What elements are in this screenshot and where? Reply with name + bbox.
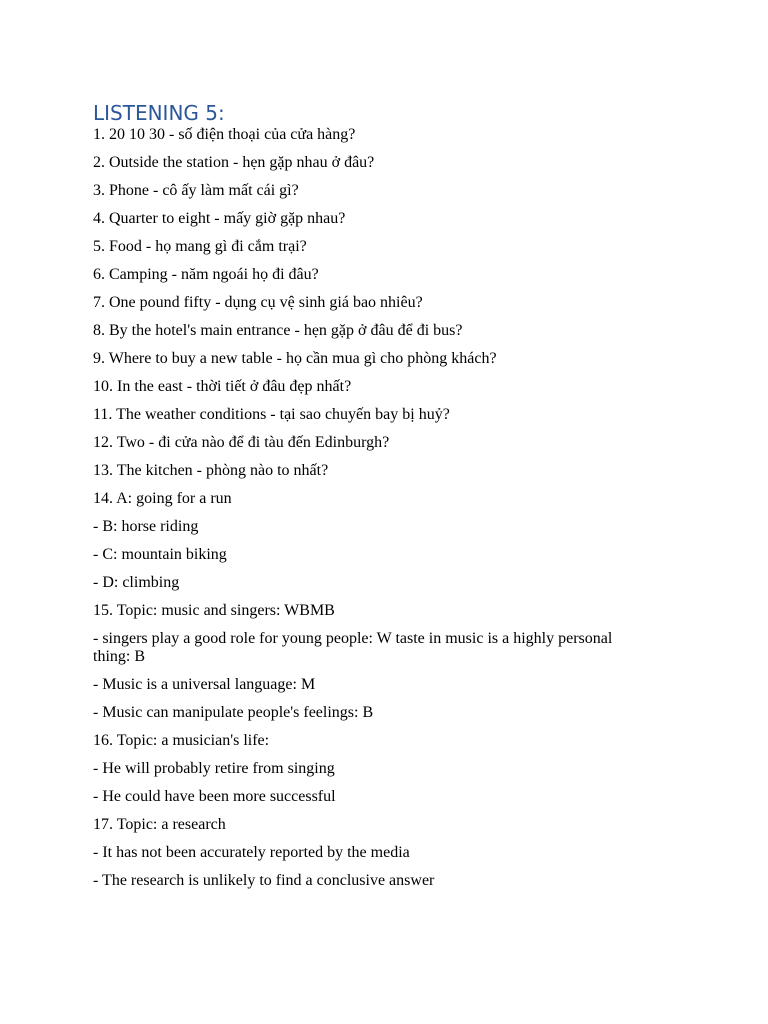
answer-line: - He will probably retire from singing bbox=[93, 760, 335, 777]
answer-line: 16. Topic: a musician's life: bbox=[93, 732, 270, 749]
answer-line: 6. Camping - năm ngoái họ đi đâu? bbox=[93, 266, 319, 283]
answer-list bbox=[93, 126, 653, 890]
answer-line: 1. 20 10 30 - số điện thoại của cửa hàng? bbox=[93, 126, 356, 143]
answer-line: 4. Quarter to eight - mấy giờ gặp nhau? bbox=[93, 210, 346, 227]
document-body bbox=[93, 100, 653, 900]
answer-line: 15. Topic: music and singers: WBMB bbox=[93, 602, 335, 619]
answer-line: 14. A: going for a run bbox=[93, 490, 232, 507]
answer-line: - Music can manipulate people's feelings: B bbox=[93, 704, 374, 721]
answer-line: 8. By the hotel's main entrance - hẹn gặp ở đâu để đi bus? bbox=[93, 322, 463, 339]
answer-line: - He could have been more successful bbox=[93, 788, 336, 805]
answer-line: 9. Where to buy a new table - họ cần mua gì cho phòng khách? bbox=[93, 350, 497, 367]
answer-line: - C: mountain biking bbox=[93, 546, 227, 563]
answer-line: 13. The kitchen - phòng nào to nhất? bbox=[93, 462, 329, 479]
answer-line: 17. Topic: a research bbox=[93, 816, 226, 833]
answer-line: 12. Two - đi cửa nào để đi tàu đến Edinburgh? bbox=[93, 434, 390, 451]
answer-line: 5. Food - họ mang gì đi cắm trại? bbox=[93, 238, 307, 255]
document-heading: LISTENING 5: bbox=[93, 101, 225, 125]
answer-line: 7. One pound fifty - dụng cụ vệ sinh giá bao nhiêu? bbox=[93, 294, 423, 311]
answer-line: - D: climbing bbox=[93, 574, 180, 591]
answer-line: - B: horse riding bbox=[93, 518, 199, 535]
answer-line: - singers play a good role for young people: W taste in music is a highly personal thing: B bbox=[93, 630, 613, 665]
answer-line: 2. Outside the station - hẹn gặp nhau ở đâu? bbox=[93, 154, 375, 171]
answer-line: - Music is a universal language: M bbox=[93, 676, 316, 693]
answer-line: - The research is unlikely to find a conclusive answer bbox=[93, 872, 435, 889]
answer-line: 11. The weather conditions - tại sao chuyến bay bị huỷ? bbox=[93, 406, 450, 423]
answer-line: 10. In the east - thời tiết ở đâu đẹp nhất? bbox=[93, 378, 352, 395]
answer-line: - It has not been accurately reported by the media bbox=[93, 844, 410, 861]
answer-line: 3. Phone - cô ấy làm mất cái gì? bbox=[93, 182, 299, 199]
